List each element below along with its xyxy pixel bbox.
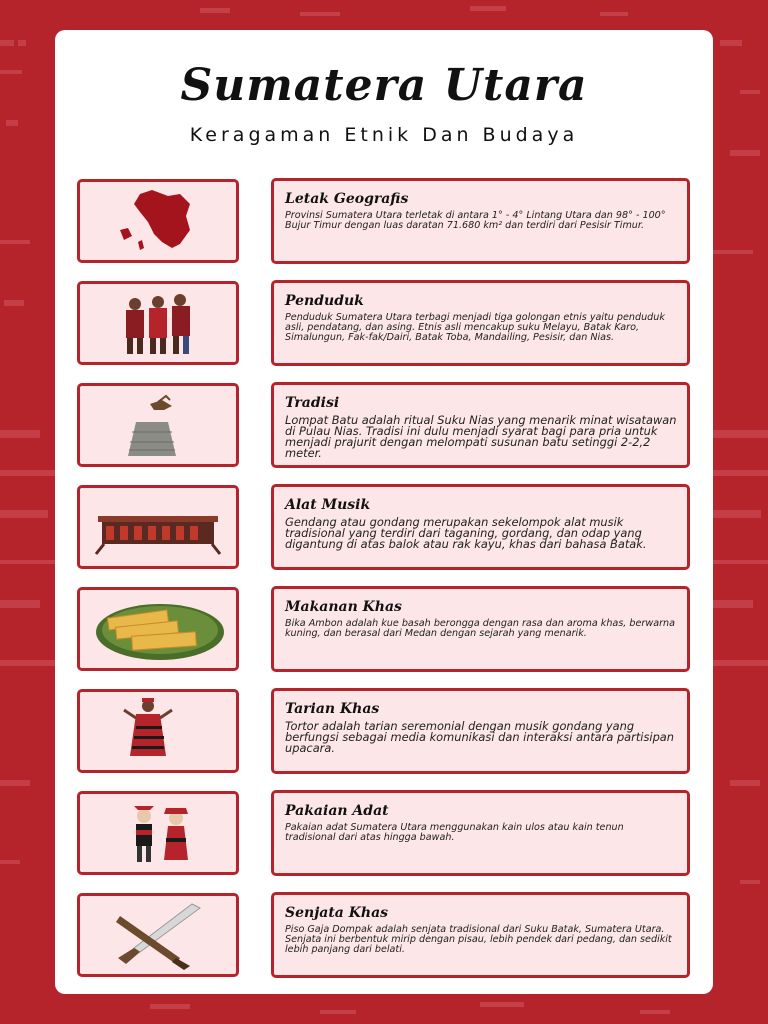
section-body: Tortor adalah tarian seremonial dengan musik gondang yang berfungsi sebagai media komunikasi dan interaksi antara partisipan upacara. <box>285 719 675 755</box>
geography-text-box <box>271 178 690 264</box>
gondang-icon <box>80 488 236 566</box>
clothing-text-box <box>271 790 690 876</box>
weapon-text-box <box>271 892 690 978</box>
infographic-card <box>55 30 713 994</box>
population-text-box <box>271 280 690 366</box>
food-text-box <box>271 586 690 672</box>
section-body: Penduduk Sumatera Utara terbagi menjadi tiga golongan etnis yaitu penduduk asli, pendatang, dan asing. Etnis asli mencakup suku Melayu, Batak Karo, Simalungun, Fak-fak/Dairi, Batak Toba, Mandailing, Pesisir, dan Nias. <box>285 312 665 343</box>
section-body: Provinsi Sumatera Utara terletak di antara 1° - 4° Lintang Utara dan 98° - 100° Bujur Timur dengan luas daratan 71.680 km² dan terdiri dari Pesisir Timur. <box>285 210 666 231</box>
page-subtitle: Keragaman Etnik Dan Budaya <box>189 124 579 146</box>
bika-ambon-icon <box>80 590 236 668</box>
traditional-clothing-icon <box>80 794 236 872</box>
stone-jump-icon <box>80 386 236 464</box>
section-heading: Makanan Khas <box>285 599 402 615</box>
section-heading: Letak Geografis <box>285 191 409 207</box>
tradition-image-box <box>77 383 239 467</box>
section-heading: Senjata Khas <box>285 905 389 921</box>
weapon-image-box <box>77 893 239 977</box>
section-body: Pakaian adat Sumatera Utara menggunakan kain ulos atau kain tenun tradisional dari atas hingga bawah. <box>285 822 624 843</box>
music-text-box <box>271 484 690 570</box>
section-heading: Penduduk <box>285 293 364 309</box>
section-heading: Tarian Khas <box>285 701 380 717</box>
section-heading: Tradisi <box>285 395 340 411</box>
section-body: Bika Ambon adalah kue basah berongga dengan rasa dan aroma khas, berwarna kuning, dan berasal dari Medan dengan sejarah yang menarik. <box>285 618 675 639</box>
music-image-box <box>77 485 239 569</box>
tradition-text-box <box>271 382 690 468</box>
piso-gaja-dompak-icon <box>80 896 236 974</box>
section-heading: Pakaian Adat <box>285 803 389 819</box>
sumatera-map-icon <box>80 182 236 260</box>
population-image-box <box>77 281 239 365</box>
people-icon <box>80 284 236 362</box>
clothing-image-box <box>77 791 239 875</box>
page-title: Sumatera Utara <box>180 60 588 111</box>
section-heading: Alat Musik <box>285 497 371 513</box>
dance-text-box <box>271 688 690 774</box>
section-body: Lompat Batu adalah ritual Suku Nias yang menarik minat wisatawan di Pulau Nias. Tradisi ini dulu menjadi syarat bagi para pria untuk menjadi prajurit dengan melompati susunan batu setinggi 2-2,2 meter. <box>285 413 677 460</box>
section-body: Gendang atau gondang merupakan sekelompok alat musik tradisional yang terdiri dari taganing, gordang, dan odap yang digantung di atas balok atau rak kayu, khas dari bahasa Batak. <box>285 515 647 551</box>
food-image-box <box>77 587 239 671</box>
tortor-dancer-icon <box>80 692 236 770</box>
section-body: Piso Gaja Dompak adalah senjata tradisional dari Suku Batak, Sumatera Utara. Senjata ini berbentuk mirip dengan pisau, lebih pendek dari pedang, dan sedikit lebih panjang dari belati. <box>285 924 672 955</box>
geography-image-box <box>77 179 239 263</box>
dance-image-box <box>77 689 239 773</box>
